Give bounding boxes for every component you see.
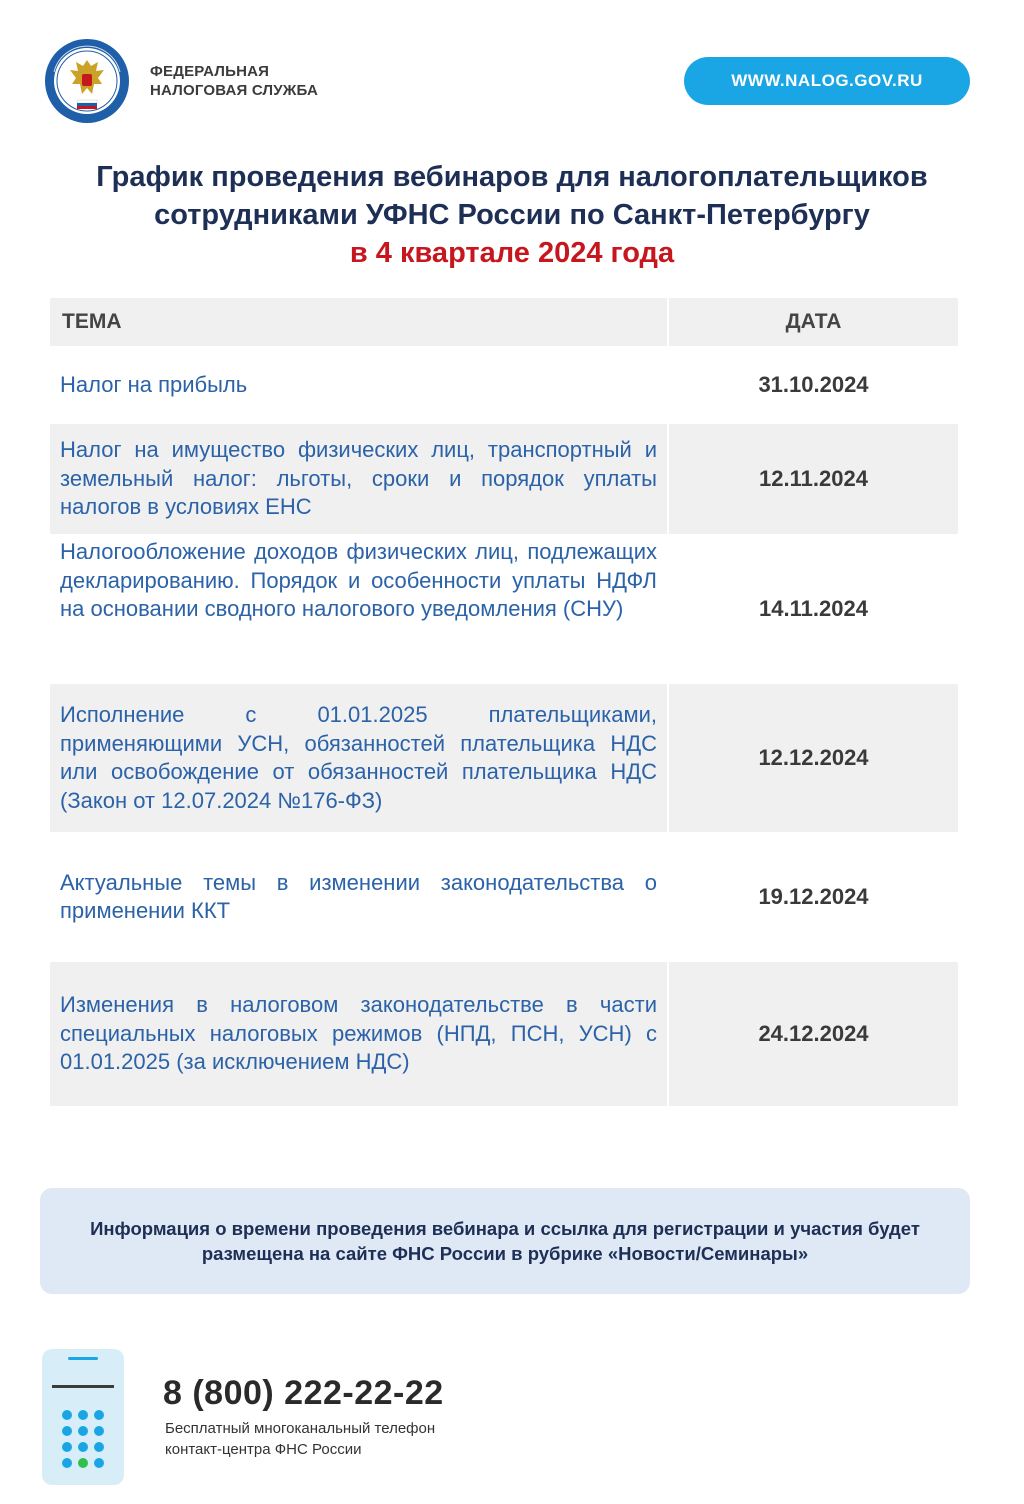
page-title xyxy=(0,158,1024,272)
table-row xyxy=(50,684,958,832)
hotline-phone-number[interactable]: 8 (800) 222-22-22 xyxy=(163,1374,444,1412)
header-topic: ТЕМА xyxy=(50,298,667,346)
row-topic: Актуальные темы в изменении законодательства о применении ККТ xyxy=(60,869,657,923)
table-row xyxy=(50,346,958,424)
org-line-2: НАЛОГОВАЯ СЛУЖБА xyxy=(150,82,318,99)
row-date: 19.12.2024 xyxy=(758,884,869,909)
website-link-button[interactable]: WWW.NALOG.GOV.RU xyxy=(684,57,970,105)
row-date: 31.10.2024 xyxy=(758,372,869,397)
webinar-schedule-table xyxy=(50,298,958,1106)
table-row xyxy=(50,534,958,684)
hotline-desc-line-1: Бесплатный многоканальный телефон xyxy=(165,1420,436,1437)
info-text: Информация о времени проведения вебинара и ссылка для регистрации и участия будет размещена на сайте ФНС России в рубрике «Новости/Семинары» xyxy=(90,1218,920,1264)
org-line-1: ФЕДЕРАЛЬНАЯ xyxy=(150,63,270,80)
page-header xyxy=(0,0,1024,140)
title-line-1: График проведения вебинаров для налогоплательщиков xyxy=(96,161,928,193)
header-date: ДАТА xyxy=(669,298,958,346)
table-header-row xyxy=(50,298,958,346)
row-date: 12.12.2024 xyxy=(669,684,958,832)
row-topic: Изменения в налоговом законодательстве в части специальных налоговых режимов (НПД, ПСН, УСН) с 01.01.2025 (за исключением НДС) xyxy=(60,992,657,1075)
hotline-desc-line-2: контакт-центра ФНС России xyxy=(165,1441,362,1458)
fns-emblem-icon xyxy=(44,38,130,124)
row-topic: Исполнение с 01.01.2025 плательщиками, применяющими УСН, обязанностей плательщика НДС или освобождение от обязанностей плательщика НДС (Закон от 12.07.2024 №176-ФЗ) xyxy=(60,702,657,813)
hotline-description xyxy=(165,1418,435,1460)
table-row xyxy=(50,832,958,962)
organization-name xyxy=(150,62,318,100)
row-date: 12.11.2024 xyxy=(669,424,958,534)
table-row xyxy=(50,962,958,1106)
phone-icon xyxy=(42,1349,124,1485)
row-topic: Налогообложение доходов физических лиц, подлежащих декларированию. Порядок и особенности уплаты НДФЛ на основании сводного налогового уведомления (СНУ) xyxy=(60,539,657,621)
info-banner xyxy=(40,1188,970,1294)
row-date: 14.11.2024 xyxy=(759,596,868,621)
row-date: 24.12.2024 xyxy=(669,962,958,1106)
row-topic: Налог на имущество физических лиц, транспортный и земельный налог: льготы, сроки и порядок уплаты налогов в условиях ЕНС xyxy=(60,437,657,520)
title-line-3: в 4 квартале 2024 года xyxy=(349,237,675,269)
title-line-2: сотрудниками УФНС России по Санкт-Петербургу xyxy=(154,199,870,231)
table-row xyxy=(50,424,958,534)
row-topic: Налог на прибыль xyxy=(60,371,248,397)
